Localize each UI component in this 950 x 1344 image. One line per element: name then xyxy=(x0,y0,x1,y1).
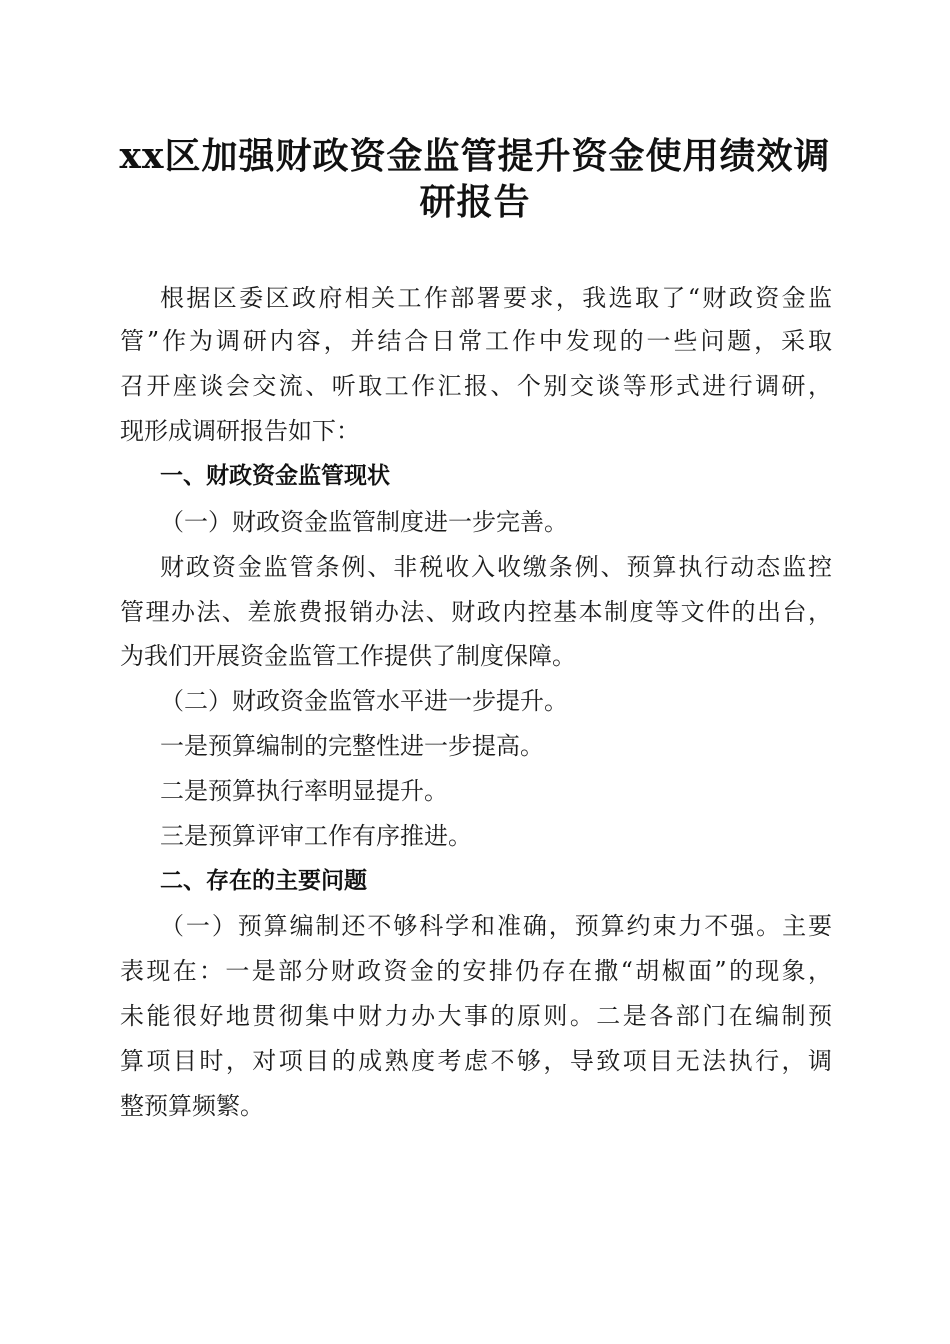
intro-line-2: 管”作为调研内容，并结合日常工作中发现的一些问题，采取 xyxy=(120,327,832,355)
section-1-sub-2-point-2: 二是预算执行率明显提升。 xyxy=(160,777,448,805)
section-1-sub-2-point-3: 三是预算评审工作有序推进。 xyxy=(160,822,472,850)
section-2-sub-1-line-1: （一）预算编制还不够科学和准确，预算约束力不强。主要 xyxy=(160,912,832,940)
section-2-heading: 二、存在的主要问题 xyxy=(160,868,367,894)
section-1-sub-1-line-2: 管理办法、差旅费报销办法、财政内控基本制度等文件的出台， xyxy=(120,598,832,626)
section-1-sub-2-title: （二）财政资金监管水平进一步提升。 xyxy=(160,687,568,715)
section-2-sub-1-line-4: 算项目时，对项目的成熟度考虑不够，导致项目无法执行，调 xyxy=(120,1047,832,1075)
section-1-sub-1-title: （一）财政资金监管制度进一步完善。 xyxy=(160,508,568,536)
intro-line-1: 根据区委区政府相关工作部署要求，我选取了“财政资金监 xyxy=(160,284,832,312)
section-1-heading: 一、财政资金监管现状 xyxy=(160,463,390,489)
title-line-1: xx区加强财政资金监管提升资金使用绩效调 xyxy=(119,135,831,177)
section-2-sub-1-line-5: 整预算频繁。 xyxy=(120,1092,264,1120)
intro-line-3: 召开座谈会交流、听取工作汇报、个别交谈等形式进行调研， xyxy=(120,372,832,400)
section-1-sub-1-line-1: 财政资金监管条例、非税收入收缴条例、预算执行动态监控 xyxy=(160,553,832,581)
section-1-sub-1-line-3: 为我们开展资金监管工作提供了制度保障。 xyxy=(120,642,576,670)
intro-line-4: 现形成调研报告如下： xyxy=(120,417,360,445)
section-1-sub-2-point-1: 一是预算编制的完整性进一步提高。 xyxy=(160,732,544,760)
section-2-sub-1-line-3: 未能很好地贯彻集中财力办大事的原则。二是各部门在编制预 xyxy=(120,1002,832,1030)
title-line-2: 研报告 xyxy=(419,181,531,223)
document-title xyxy=(100,133,850,225)
section-2-sub-1-line-2: 表现在：一是部分财政资金的安排仍存在撒“胡椒面”的现象， xyxy=(120,957,832,985)
